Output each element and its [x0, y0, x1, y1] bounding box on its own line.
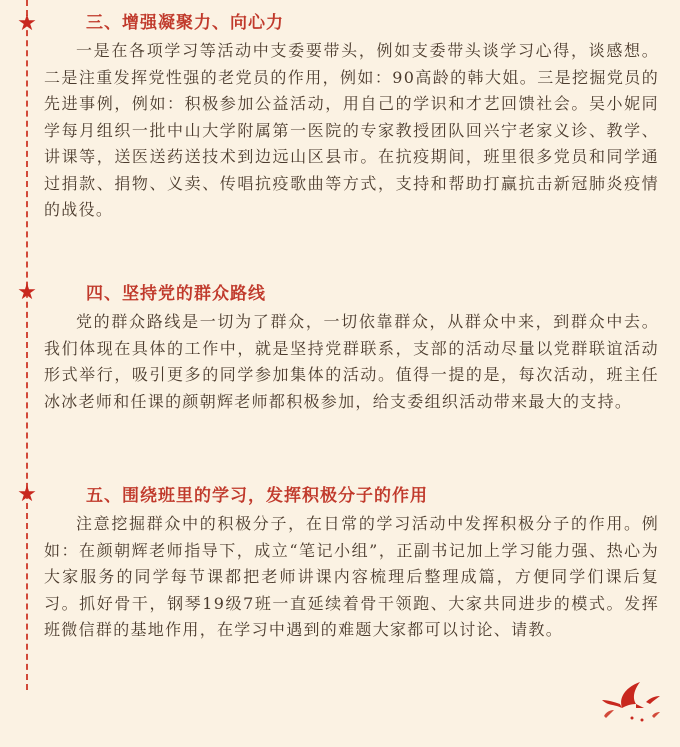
section-cohesion: [44, 12, 659, 224]
section-body: 党的群众路线是一切为了群众，一切依靠群众，从群众中来，到群众中去。我们体现在具体的工作中，就是坚持党群联系，支部的活动尽量以党群联谊活动形式举行，吸引更多的同学参加集体的活动。值得一提的是，每次活动，班主任冰冰老师和任课的颜朝辉老师都积极参加，给支委组织活动带来最大的支持。: [44, 312, 659, 411]
star-marker-icon: ★: [17, 11, 37, 36]
section-body: 注意挖掘群众中的积极分子，在日常的学习活动中发挥积极分子的作用。例如：在颜朝辉老师指导下，成立“笔记小组”，正副书记加上学习能力强、热心为大家服务的同学每节课都把老师讲课内容梳理后整理成篇，方便同学们课后复习。抓好骨干，钢琴19级7班一直延续着骨干领跑、大家共同进步的模式。发挥班微信群的基地作用，在学习中遇到的难题大家都可以讨论、请教。: [44, 514, 659, 639]
star-marker-icon: ★: [17, 482, 37, 507]
timeline-dashed-line: [26, 0, 28, 690]
flying-doves-icon: [592, 678, 664, 726]
section-mass-line: [44, 283, 659, 415]
section-body: 一是在各项学习等活动中支委要带头，例如支委带头谈学习心得，谈感想。二是注重发挥党性强的老党员的作用，例如：90高龄的韩大姐。三是挖掘党员的先进事例，例如：积极参加公益活动，用自己的学识和才艺回馈社会。吴小妮同学每月组织一批中山大学附属第一医院的专家教授团队回兴宁老家义诊、教学、讲课等，送医送药送技术到边远山区县市。在抗疫期间，班里很多党员和同学通过捐款、捐物、义卖、传唱抗疫歌曲等方式，支持和帮助打赢抗击新冠肺炎疫情的战役。: [44, 41, 659, 219]
section-heading: 四、坚持党的群众路线: [86, 284, 266, 304]
section-heading: 三、增强凝聚力、向心力: [86, 13, 284, 33]
star-marker-icon: ★: [17, 280, 37, 305]
section-activists: [44, 485, 659, 644]
section-heading: 五、围绕班里的学习，发挥积极分子的作用: [86, 486, 428, 506]
